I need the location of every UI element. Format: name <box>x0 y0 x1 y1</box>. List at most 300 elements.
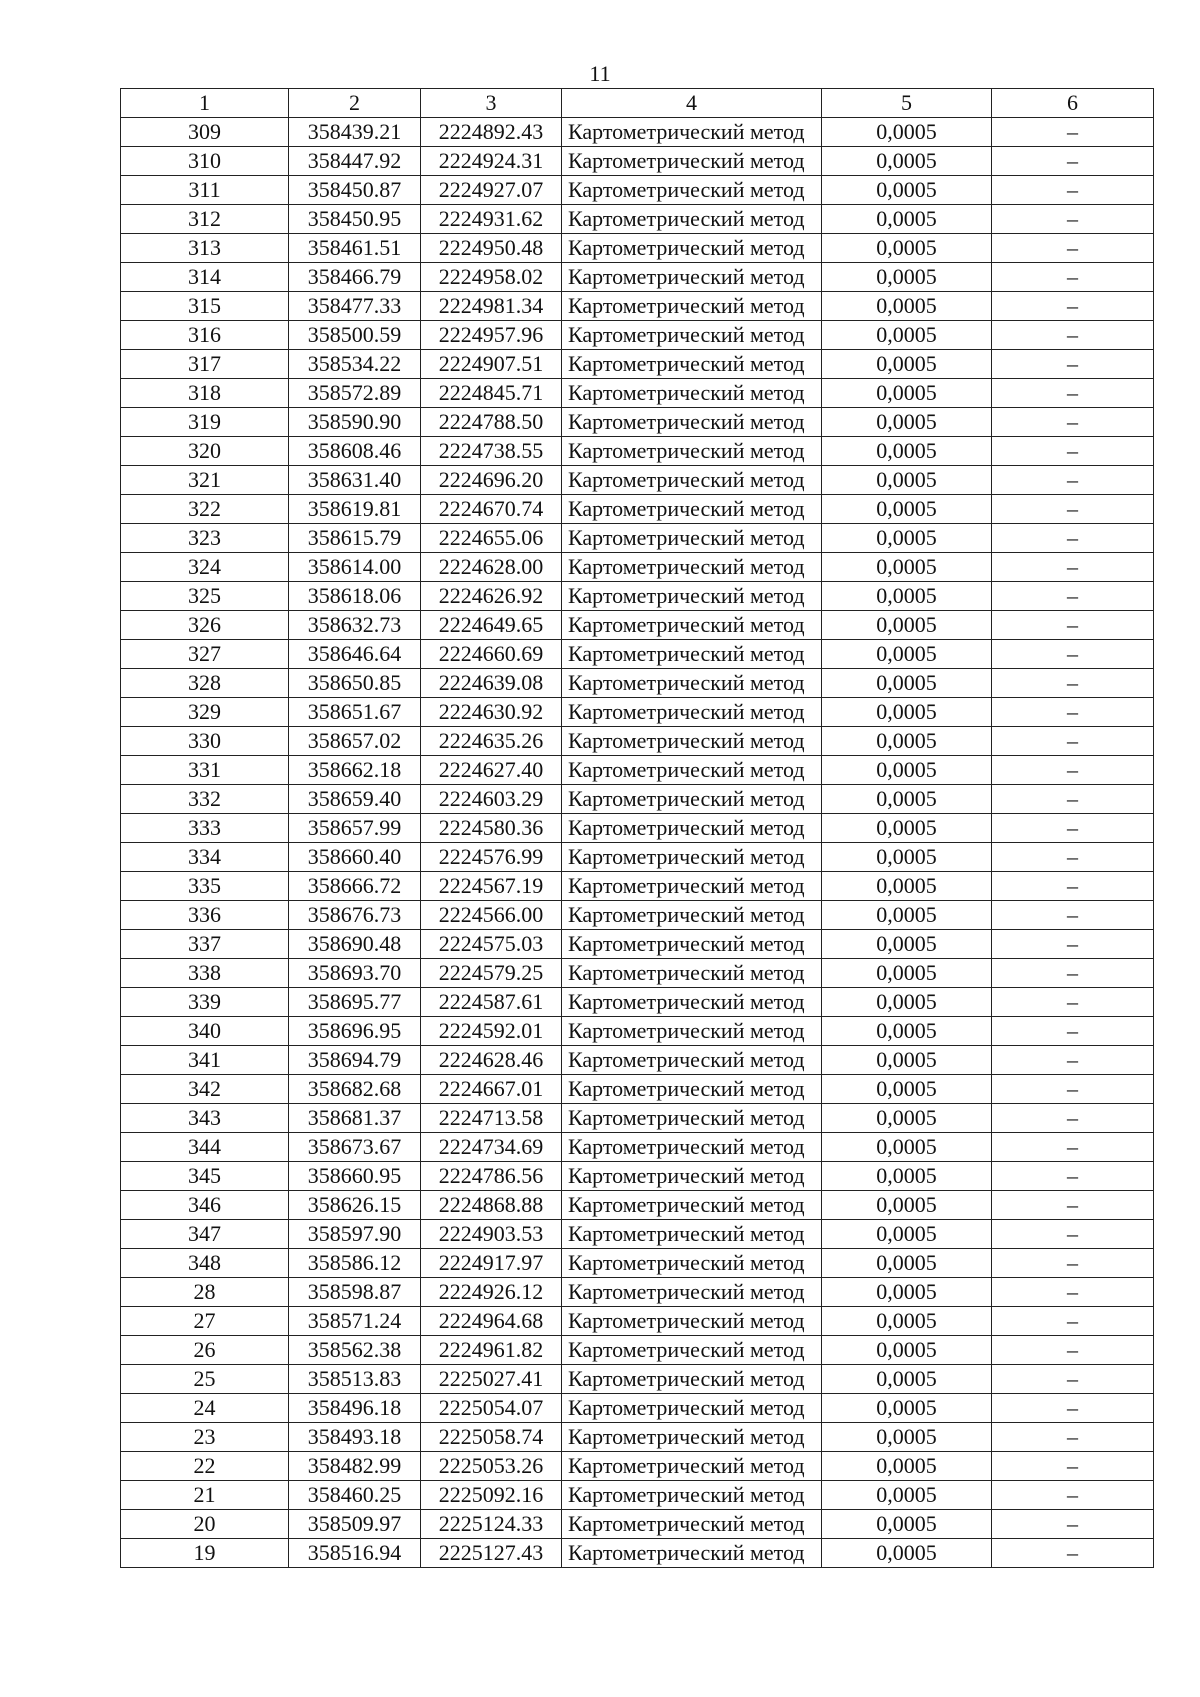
note-cell: – <box>992 553 1154 582</box>
note-cell: – <box>992 1452 1154 1481</box>
accuracy-cell: 0,0005 <box>822 205 992 234</box>
x-coordinate-cell: 358646.64 <box>289 640 421 669</box>
x-coordinate-cell: 358482.99 <box>289 1452 421 1481</box>
y-coordinate-cell: 2225027.41 <box>421 1365 562 1394</box>
point-number-cell: 335 <box>121 872 289 901</box>
point-number-cell: 20 <box>121 1510 289 1539</box>
point-number-cell: 316 <box>121 321 289 350</box>
note-cell: – <box>992 1278 1154 1307</box>
method-cell: Картометрический метод <box>562 1365 822 1394</box>
method-cell: Картометрический метод <box>562 466 822 495</box>
x-coordinate-cell: 358615.79 <box>289 524 421 553</box>
y-coordinate-cell: 2224950.48 <box>421 234 562 263</box>
table-row <box>121 553 1154 582</box>
table-row <box>121 698 1154 727</box>
point-number-cell: 328 <box>121 669 289 698</box>
y-coordinate-cell: 2224926.12 <box>421 1278 562 1307</box>
accuracy-cell: 0,0005 <box>822 814 992 843</box>
table-row <box>121 234 1154 263</box>
note-cell: – <box>992 1423 1154 1452</box>
method-cell: Картометрический метод <box>562 1075 822 1104</box>
x-coordinate-cell: 358694.79 <box>289 1046 421 1075</box>
method-cell: Картометрический метод <box>562 1336 822 1365</box>
method-cell: Картометрический метод <box>562 611 822 640</box>
note-cell: – <box>992 959 1154 988</box>
accuracy-cell: 0,0005 <box>822 582 992 611</box>
point-number-cell: 345 <box>121 1162 289 1191</box>
method-cell: Картометрический метод <box>562 640 822 669</box>
accuracy-cell: 0,0005 <box>822 408 992 437</box>
accuracy-cell: 0,0005 <box>822 147 992 176</box>
point-number-cell: 323 <box>121 524 289 553</box>
point-number-cell: 25 <box>121 1365 289 1394</box>
table-row <box>121 872 1154 901</box>
table-row <box>121 1336 1154 1365</box>
method-cell: Картометрический метод <box>562 1046 822 1075</box>
table-row <box>121 640 1154 669</box>
point-number-cell: 324 <box>121 553 289 582</box>
x-coordinate-cell: 358650.85 <box>289 669 421 698</box>
note-cell: – <box>992 1162 1154 1191</box>
accuracy-cell: 0,0005 <box>822 1336 992 1365</box>
note-cell: – <box>992 901 1154 930</box>
x-coordinate-cell: 358696.95 <box>289 1017 421 1046</box>
x-coordinate-cell: 358447.92 <box>289 147 421 176</box>
x-coordinate-cell: 358500.59 <box>289 321 421 350</box>
table-header <box>121 89 1154 118</box>
table-row <box>121 1220 1154 1249</box>
accuracy-cell: 0,0005 <box>822 640 992 669</box>
table-row <box>121 437 1154 466</box>
method-cell: Картометрический метод <box>562 437 822 466</box>
note-cell: – <box>992 1104 1154 1133</box>
method-cell: Картометрический метод <box>562 524 822 553</box>
table-row <box>121 1046 1154 1075</box>
point-number-cell: 309 <box>121 118 289 147</box>
x-coordinate-cell: 358460.25 <box>289 1481 421 1510</box>
y-coordinate-cell: 2224627.40 <box>421 756 562 785</box>
note-cell: – <box>992 176 1154 205</box>
y-coordinate-cell: 2225127.43 <box>421 1539 562 1568</box>
accuracy-cell: 0,0005 <box>822 1539 992 1568</box>
y-coordinate-cell: 2224628.00 <box>421 553 562 582</box>
point-number-cell: 329 <box>121 698 289 727</box>
x-coordinate-cell: 358450.95 <box>289 205 421 234</box>
accuracy-cell: 0,0005 <box>822 1452 992 1481</box>
accuracy-cell: 0,0005 <box>822 350 992 379</box>
x-coordinate-cell: 358493.18 <box>289 1423 421 1452</box>
point-number-cell: 27 <box>121 1307 289 1336</box>
accuracy-cell: 0,0005 <box>822 1423 992 1452</box>
x-coordinate-cell: 358571.24 <box>289 1307 421 1336</box>
point-number-cell: 315 <box>121 292 289 321</box>
method-cell: Картометрический метод <box>562 234 822 263</box>
table-row <box>121 930 1154 959</box>
table-row <box>121 147 1154 176</box>
y-coordinate-cell: 2224907.51 <box>421 350 562 379</box>
method-cell: Картометрический метод <box>562 1133 822 1162</box>
accuracy-cell: 0,0005 <box>822 959 992 988</box>
point-number-cell: 28 <box>121 1278 289 1307</box>
note-cell: – <box>992 1336 1154 1365</box>
point-number-cell: 320 <box>121 437 289 466</box>
accuracy-cell: 0,0005 <box>822 379 992 408</box>
accuracy-cell: 0,0005 <box>822 1394 992 1423</box>
accuracy-cell: 0,0005 <box>822 1307 992 1336</box>
table-row <box>121 1104 1154 1133</box>
y-coordinate-cell: 2224635.26 <box>421 727 562 756</box>
y-coordinate-cell: 2224788.50 <box>421 408 562 437</box>
note-cell: – <box>992 147 1154 176</box>
method-cell: Картометрический метод <box>562 582 822 611</box>
point-number-cell: 331 <box>121 756 289 785</box>
y-coordinate-cell: 2224961.82 <box>421 1336 562 1365</box>
point-number-cell: 344 <box>121 1133 289 1162</box>
accuracy-cell: 0,0005 <box>822 1133 992 1162</box>
method-cell: Картометрический метод <box>562 930 822 959</box>
x-coordinate-cell: 358513.83 <box>289 1365 421 1394</box>
method-cell: Картометрический метод <box>562 1307 822 1336</box>
table-row <box>121 727 1154 756</box>
y-coordinate-cell: 2224630.92 <box>421 698 562 727</box>
y-coordinate-cell: 2224734.69 <box>421 1133 562 1162</box>
point-number-cell: 322 <box>121 495 289 524</box>
y-coordinate-cell: 2224575.03 <box>421 930 562 959</box>
table-row <box>121 1365 1154 1394</box>
y-coordinate-cell: 2224713.58 <box>421 1104 562 1133</box>
point-number-cell: 346 <box>121 1191 289 1220</box>
note-cell: – <box>992 640 1154 669</box>
method-cell: Картометрический метод <box>562 379 822 408</box>
x-coordinate-cell: 358516.94 <box>289 1539 421 1568</box>
x-coordinate-cell: 358673.67 <box>289 1133 421 1162</box>
note-cell: – <box>992 466 1154 495</box>
y-coordinate-cell: 2224670.74 <box>421 495 562 524</box>
accuracy-cell: 0,0005 <box>822 495 992 524</box>
y-coordinate-cell: 2224957.96 <box>421 321 562 350</box>
note-cell: – <box>992 669 1154 698</box>
table-row <box>121 988 1154 1017</box>
method-cell: Картометрический метод <box>562 1452 822 1481</box>
point-number-cell: 19 <box>121 1539 289 1568</box>
y-coordinate-cell: 2224628.46 <box>421 1046 562 1075</box>
x-coordinate-cell: 358496.18 <box>289 1394 421 1423</box>
point-number-cell: 326 <box>121 611 289 640</box>
table-row <box>121 611 1154 640</box>
method-cell: Картометрический метод <box>562 1539 822 1568</box>
y-coordinate-cell: 2225092.16 <box>421 1481 562 1510</box>
point-number-cell: 314 <box>121 263 289 292</box>
accuracy-cell: 0,0005 <box>822 176 992 205</box>
accuracy-cell: 0,0005 <box>822 901 992 930</box>
point-number-cell: 317 <box>121 350 289 379</box>
note-cell: – <box>992 756 1154 785</box>
table-row <box>121 495 1154 524</box>
x-coordinate-cell: 358662.18 <box>289 756 421 785</box>
x-coordinate-cell: 358657.02 <box>289 727 421 756</box>
method-cell: Картометрический метод <box>562 669 822 698</box>
y-coordinate-cell: 2224655.06 <box>421 524 562 553</box>
accuracy-cell: 0,0005 <box>822 756 992 785</box>
note-cell: – <box>992 843 1154 872</box>
note-cell: – <box>992 321 1154 350</box>
method-cell: Картометрический метод <box>562 727 822 756</box>
table-row <box>121 814 1154 843</box>
accuracy-cell: 0,0005 <box>822 1162 992 1191</box>
accuracy-cell: 0,0005 <box>822 930 992 959</box>
y-coordinate-cell: 2224567.19 <box>421 872 562 901</box>
header-col-5: 5 <box>822 89 992 118</box>
note-cell: – <box>992 379 1154 408</box>
x-coordinate-cell: 358597.90 <box>289 1220 421 1249</box>
point-number-cell: 321 <box>121 466 289 495</box>
method-cell: Картометрический метод <box>562 785 822 814</box>
accuracy-cell: 0,0005 <box>822 1191 992 1220</box>
y-coordinate-cell: 2224667.01 <box>421 1075 562 1104</box>
table-row <box>121 1133 1154 1162</box>
method-cell: Картометрический метод <box>562 814 822 843</box>
table-row <box>121 756 1154 785</box>
note-cell: – <box>992 611 1154 640</box>
note-cell: – <box>992 350 1154 379</box>
table-row <box>121 205 1154 234</box>
table-row <box>121 321 1154 350</box>
y-coordinate-cell: 2224927.07 <box>421 176 562 205</box>
note-cell: – <box>992 205 1154 234</box>
note-cell: – <box>992 872 1154 901</box>
method-cell: Картометрический метод <box>562 350 822 379</box>
accuracy-cell: 0,0005 <box>822 234 992 263</box>
point-number-cell: 318 <box>121 379 289 408</box>
note-cell: – <box>992 1220 1154 1249</box>
method-cell: Картометрический метод <box>562 698 822 727</box>
x-coordinate-cell: 358562.38 <box>289 1336 421 1365</box>
point-number-cell: 334 <box>121 843 289 872</box>
y-coordinate-cell: 2224626.92 <box>421 582 562 611</box>
accuracy-cell: 0,0005 <box>822 1075 992 1104</box>
note-cell: – <box>992 1307 1154 1336</box>
table-row <box>121 1162 1154 1191</box>
x-coordinate-cell: 358660.95 <box>289 1162 421 1191</box>
point-number-cell: 342 <box>121 1075 289 1104</box>
note-cell: – <box>992 118 1154 147</box>
method-cell: Картометрический метод <box>562 147 822 176</box>
point-number-cell: 22 <box>121 1452 289 1481</box>
x-coordinate-cell: 358659.40 <box>289 785 421 814</box>
x-coordinate-cell: 358598.87 <box>289 1278 421 1307</box>
y-coordinate-cell: 2224845.71 <box>421 379 562 408</box>
note-cell: – <box>992 437 1154 466</box>
y-coordinate-cell: 2224931.62 <box>421 205 562 234</box>
y-coordinate-cell: 2224903.53 <box>421 1220 562 1249</box>
accuracy-cell: 0,0005 <box>822 524 992 553</box>
method-cell: Картометрический метод <box>562 292 822 321</box>
table-row <box>121 901 1154 930</box>
x-coordinate-cell: 358572.89 <box>289 379 421 408</box>
table-row <box>121 1191 1154 1220</box>
x-coordinate-cell: 358682.68 <box>289 1075 421 1104</box>
x-coordinate-cell: 358631.40 <box>289 466 421 495</box>
method-cell: Картометрический метод <box>562 872 822 901</box>
y-coordinate-cell: 2224981.34 <box>421 292 562 321</box>
table-row <box>121 118 1154 147</box>
table-row <box>121 1481 1154 1510</box>
note-cell: – <box>992 698 1154 727</box>
note-cell: – <box>992 1249 1154 1278</box>
note-cell: – <box>992 1510 1154 1539</box>
method-cell: Картометрический метод <box>562 1481 822 1510</box>
x-coordinate-cell: 358614.00 <box>289 553 421 582</box>
method-cell: Картометрический метод <box>562 1394 822 1423</box>
y-coordinate-cell: 2224587.61 <box>421 988 562 1017</box>
x-coordinate-cell: 358695.77 <box>289 988 421 1017</box>
table-row <box>121 1423 1154 1452</box>
x-coordinate-cell: 358681.37 <box>289 1104 421 1133</box>
table-row <box>121 379 1154 408</box>
x-coordinate-cell: 358651.67 <box>289 698 421 727</box>
y-coordinate-cell: 2224649.65 <box>421 611 562 640</box>
table-row <box>121 1307 1154 1336</box>
table-row <box>121 263 1154 292</box>
accuracy-cell: 0,0005 <box>822 785 992 814</box>
method-cell: Картометрический метод <box>562 1191 822 1220</box>
point-number-cell: 338 <box>121 959 289 988</box>
table-row <box>121 176 1154 205</box>
y-coordinate-cell: 2225124.33 <box>421 1510 562 1539</box>
table-row <box>121 1278 1154 1307</box>
y-coordinate-cell: 2224786.56 <box>421 1162 562 1191</box>
header-col-1: 1 <box>121 89 289 118</box>
y-coordinate-cell: 2224576.99 <box>421 843 562 872</box>
x-coordinate-cell: 358461.51 <box>289 234 421 263</box>
x-coordinate-cell: 358509.97 <box>289 1510 421 1539</box>
y-coordinate-cell: 2224579.25 <box>421 959 562 988</box>
x-coordinate-cell: 358477.33 <box>289 292 421 321</box>
point-number-cell: 21 <box>121 1481 289 1510</box>
accuracy-cell: 0,0005 <box>822 466 992 495</box>
x-coordinate-cell: 358660.40 <box>289 843 421 872</box>
table-row <box>121 582 1154 611</box>
x-coordinate-cell: 358690.48 <box>289 930 421 959</box>
y-coordinate-cell: 2224660.69 <box>421 640 562 669</box>
accuracy-cell: 0,0005 <box>822 437 992 466</box>
y-coordinate-cell: 2225053.26 <box>421 1452 562 1481</box>
point-number-cell: 26 <box>121 1336 289 1365</box>
x-coordinate-cell: 358693.70 <box>289 959 421 988</box>
y-coordinate-cell: 2224566.00 <box>421 901 562 930</box>
point-number-cell: 310 <box>121 147 289 176</box>
y-coordinate-cell: 2224924.31 <box>421 147 562 176</box>
header-col-2: 2 <box>289 89 421 118</box>
point-number-cell: 330 <box>121 727 289 756</box>
method-cell: Картометрический метод <box>562 176 822 205</box>
method-cell: Картометрический метод <box>562 1423 822 1452</box>
accuracy-cell: 0,0005 <box>822 727 992 756</box>
table-row <box>121 843 1154 872</box>
table-row <box>121 292 1154 321</box>
y-coordinate-cell: 2224958.02 <box>421 263 562 292</box>
note-cell: – <box>992 814 1154 843</box>
table-row <box>121 1539 1154 1568</box>
accuracy-cell: 0,0005 <box>822 263 992 292</box>
note-cell: – <box>992 1365 1154 1394</box>
point-number-cell: 343 <box>121 1104 289 1133</box>
table-row <box>121 350 1154 379</box>
x-coordinate-cell: 358439.21 <box>289 118 421 147</box>
point-number-cell: 348 <box>121 1249 289 1278</box>
x-coordinate-cell: 358466.79 <box>289 263 421 292</box>
point-number-cell: 347 <box>121 1220 289 1249</box>
x-coordinate-cell: 358586.12 <box>289 1249 421 1278</box>
table-row <box>121 1394 1154 1423</box>
method-cell: Картометрический метод <box>562 959 822 988</box>
y-coordinate-cell: 2224868.88 <box>421 1191 562 1220</box>
method-cell: Картометрический метод <box>562 901 822 930</box>
point-number-cell: 336 <box>121 901 289 930</box>
table-row <box>121 1249 1154 1278</box>
table-row <box>121 1017 1154 1046</box>
method-cell: Картометрический метод <box>562 1249 822 1278</box>
y-coordinate-cell: 2224580.36 <box>421 814 562 843</box>
method-cell: Картометрический метод <box>562 553 822 582</box>
note-cell: – <box>992 495 1154 524</box>
note-cell: – <box>992 1017 1154 1046</box>
note-cell: – <box>992 1075 1154 1104</box>
method-cell: Картометрический метод <box>562 1510 822 1539</box>
note-cell: – <box>992 988 1154 1017</box>
note-cell: – <box>992 930 1154 959</box>
method-cell: Картометрический метод <box>562 263 822 292</box>
method-cell: Картометрический метод <box>562 988 822 1017</box>
accuracy-cell: 0,0005 <box>822 1046 992 1075</box>
accuracy-cell: 0,0005 <box>822 611 992 640</box>
point-number-cell: 340 <box>121 1017 289 1046</box>
y-coordinate-cell: 2224592.01 <box>421 1017 562 1046</box>
accuracy-cell: 0,0005 <box>822 292 992 321</box>
point-number-cell: 337 <box>121 930 289 959</box>
x-coordinate-cell: 358626.15 <box>289 1191 421 1220</box>
y-coordinate-cell: 2224964.68 <box>421 1307 562 1336</box>
coordinates-table <box>120 88 1154 1568</box>
y-coordinate-cell: 2224917.97 <box>421 1249 562 1278</box>
method-cell: Картометрический метод <box>562 408 822 437</box>
table-row <box>121 1452 1154 1481</box>
x-coordinate-cell: 358619.81 <box>289 495 421 524</box>
y-coordinate-cell: 2224639.08 <box>421 669 562 698</box>
method-cell: Картометрический метод <box>562 1278 822 1307</box>
y-coordinate-cell: 2224603.29 <box>421 785 562 814</box>
header-row <box>121 89 1154 118</box>
note-cell: – <box>992 727 1154 756</box>
method-cell: Картометрический метод <box>562 118 822 147</box>
table-row <box>121 1075 1154 1104</box>
method-cell: Картометрический метод <box>562 321 822 350</box>
y-coordinate-cell: 2225058.74 <box>421 1423 562 1452</box>
table-row <box>121 785 1154 814</box>
x-coordinate-cell: 358657.99 <box>289 814 421 843</box>
header-col-3: 3 <box>421 89 562 118</box>
note-cell: – <box>992 1191 1154 1220</box>
note-cell: – <box>992 1133 1154 1162</box>
y-coordinate-cell: 2224892.43 <box>421 118 562 147</box>
note-cell: – <box>992 263 1154 292</box>
table-row <box>121 959 1154 988</box>
accuracy-cell: 0,0005 <box>822 118 992 147</box>
note-cell: – <box>992 1394 1154 1423</box>
accuracy-cell: 0,0005 <box>822 1017 992 1046</box>
method-cell: Картометрический метод <box>562 1220 822 1249</box>
method-cell: Картометрический метод <box>562 205 822 234</box>
